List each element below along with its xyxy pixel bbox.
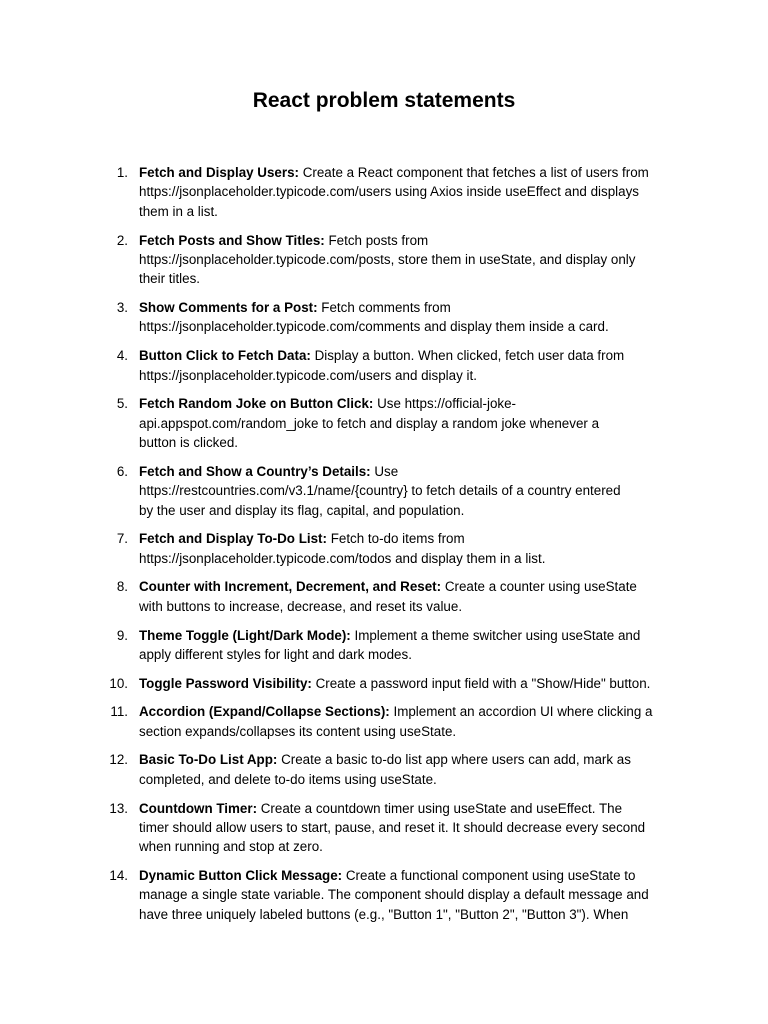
item-text-line: with buttons to increase, decrease, and reset its value. [139, 598, 463, 614]
item-heading: Fetch and Display To-Do List: [139, 531, 327, 547]
item-text-line: https://jsonplaceholder.typicode.com/users using Axios inside useEffect and displays [139, 184, 639, 200]
item-text-line: Create a React component that fetches a list of users from [299, 165, 649, 180]
item-heading: Show Comments for a Post: [139, 300, 318, 316]
item-heading: Basic To-Do List App: [139, 752, 278, 768]
item-heading: Toggle Password Visibility: [139, 675, 312, 691]
list-item [0, 529, 674, 568]
item-heading: Counter with Increment, Decrement, and Reset: [139, 579, 442, 595]
list-item [0, 702, 674, 741]
item-text-line: them in a list. [139, 203, 218, 219]
list-item [0, 866, 674, 924]
item-text-line: Create a counter using useState [441, 579, 637, 595]
list-item [0, 626, 674, 665]
item-text-line: manage a single state variable. The component should display a default message and [139, 887, 649, 903]
problem-list [0, 163, 768, 934]
item-heading: Button Click to Fetch Data: [139, 348, 311, 364]
item-heading: Countdown Timer: [139, 800, 258, 816]
item-text-line: Fetch comments from [317, 300, 451, 316]
list-item [0, 799, 674, 857]
list-item [0, 577, 674, 616]
item-number: 14. [109, 868, 128, 884]
item-number: 8. [116, 579, 128, 595]
item-text-line: Create a basic to-do list app where users can add, mark as [277, 752, 631, 768]
item-text-line: api.appspot.com/random_joke to fetch and display a random joke whenever a [139, 415, 600, 431]
list-item [0, 231, 674, 289]
item-text-line: Use [370, 463, 399, 479]
item-text-line: have three uniquely labeled buttons (e.g., "Button 1", "Button 2", "Button 3"). When [139, 906, 629, 922]
item-text-line: Display a button. When clicked, fetch user data from [310, 348, 625, 364]
list-item [0, 394, 674, 452]
item-number: 6. [116, 463, 128, 479]
list-item [0, 298, 674, 337]
list-item [0, 462, 674, 520]
item-heading: Accordion (Expand/Collapse Sections): [139, 704, 390, 720]
item-text-line: https://jsonplaceholder.typicode.com/todos and display them in a list. [139, 550, 546, 566]
item-text-line: Fetch posts from [324, 232, 429, 248]
item-heading: Theme Toggle (Light/Dark Mode): [139, 627, 351, 643]
item-number: 13. [109, 800, 128, 816]
item-number: 1. [116, 165, 128, 180]
item-text-line: Create a functional component using useState to [342, 868, 636, 884]
item-text-line: https://jsonplaceholder.typicode.com/comments and display them inside a card. [139, 319, 609, 335]
item-number: 10. [109, 675, 128, 691]
item-text-line: button is clicked. [139, 435, 238, 451]
item-number: 5. [116, 396, 128, 412]
item-text-line: Create a countdown timer using useState and useEffect. The [257, 800, 623, 816]
item-number: 4. [116, 348, 128, 364]
item-heading: Fetch Posts and Show Titles: [139, 232, 325, 248]
item-text-line: section expands/collapses its content using useState. [139, 723, 457, 739]
item-heading: Fetch Random Joke on Button Click: [139, 396, 374, 412]
item-text-line: timer should allow users to start, pause, and reset it. It should decrease every second [139, 819, 646, 835]
item-heading: Fetch and Show a Country’s Details: [139, 463, 371, 479]
list-item [0, 163, 674, 221]
item-number: 11. [110, 704, 128, 720]
item-text-line: apply different styles for light and dark modes. [139, 646, 412, 662]
item-text-line: by the user and display its flag, capital, and population. [139, 502, 465, 518]
item-number: 9. [116, 627, 128, 643]
item-text-line: Implement an accordion UI where clicking a [389, 704, 653, 720]
list-item [0, 750, 674, 789]
item-text-line: https://restcountries.com/v3.1/name/{country} to fetch details of a country entered [139, 483, 621, 499]
item-text-line: Use https://official-joke- [373, 396, 517, 412]
item-text-line: Implement a theme switcher using useState and [350, 627, 641, 643]
item-text-line: Fetch to-do items from [326, 531, 465, 547]
item-text-line: https://jsonplaceholder.typicode.com/users and display it. [139, 367, 477, 383]
list-item [0, 346, 674, 385]
item-text-line: Create a password input field with a "Show/Hide" button. [311, 675, 651, 691]
list-item [0, 674, 674, 693]
item-text-line: when running and stop at zero. [139, 839, 323, 855]
item-text-line: completed, and delete to-do items using useState. [139, 771, 437, 787]
item-text-line: their titles. [139, 271, 201, 287]
page-title: React problem statements [252, 89, 516, 112]
item-heading: Fetch and Display Users: [139, 165, 299, 180]
item-number: 7. [116, 531, 128, 547]
item-number: 3. [116, 300, 128, 316]
item-heading: Dynamic Button Click Message: [139, 868, 343, 884]
item-number: 2. [116, 232, 128, 248]
item-text-line: https://jsonplaceholder.typicode.com/posts, store them in useState, and display only [139, 251, 636, 267]
item-number: 12. [109, 752, 128, 768]
